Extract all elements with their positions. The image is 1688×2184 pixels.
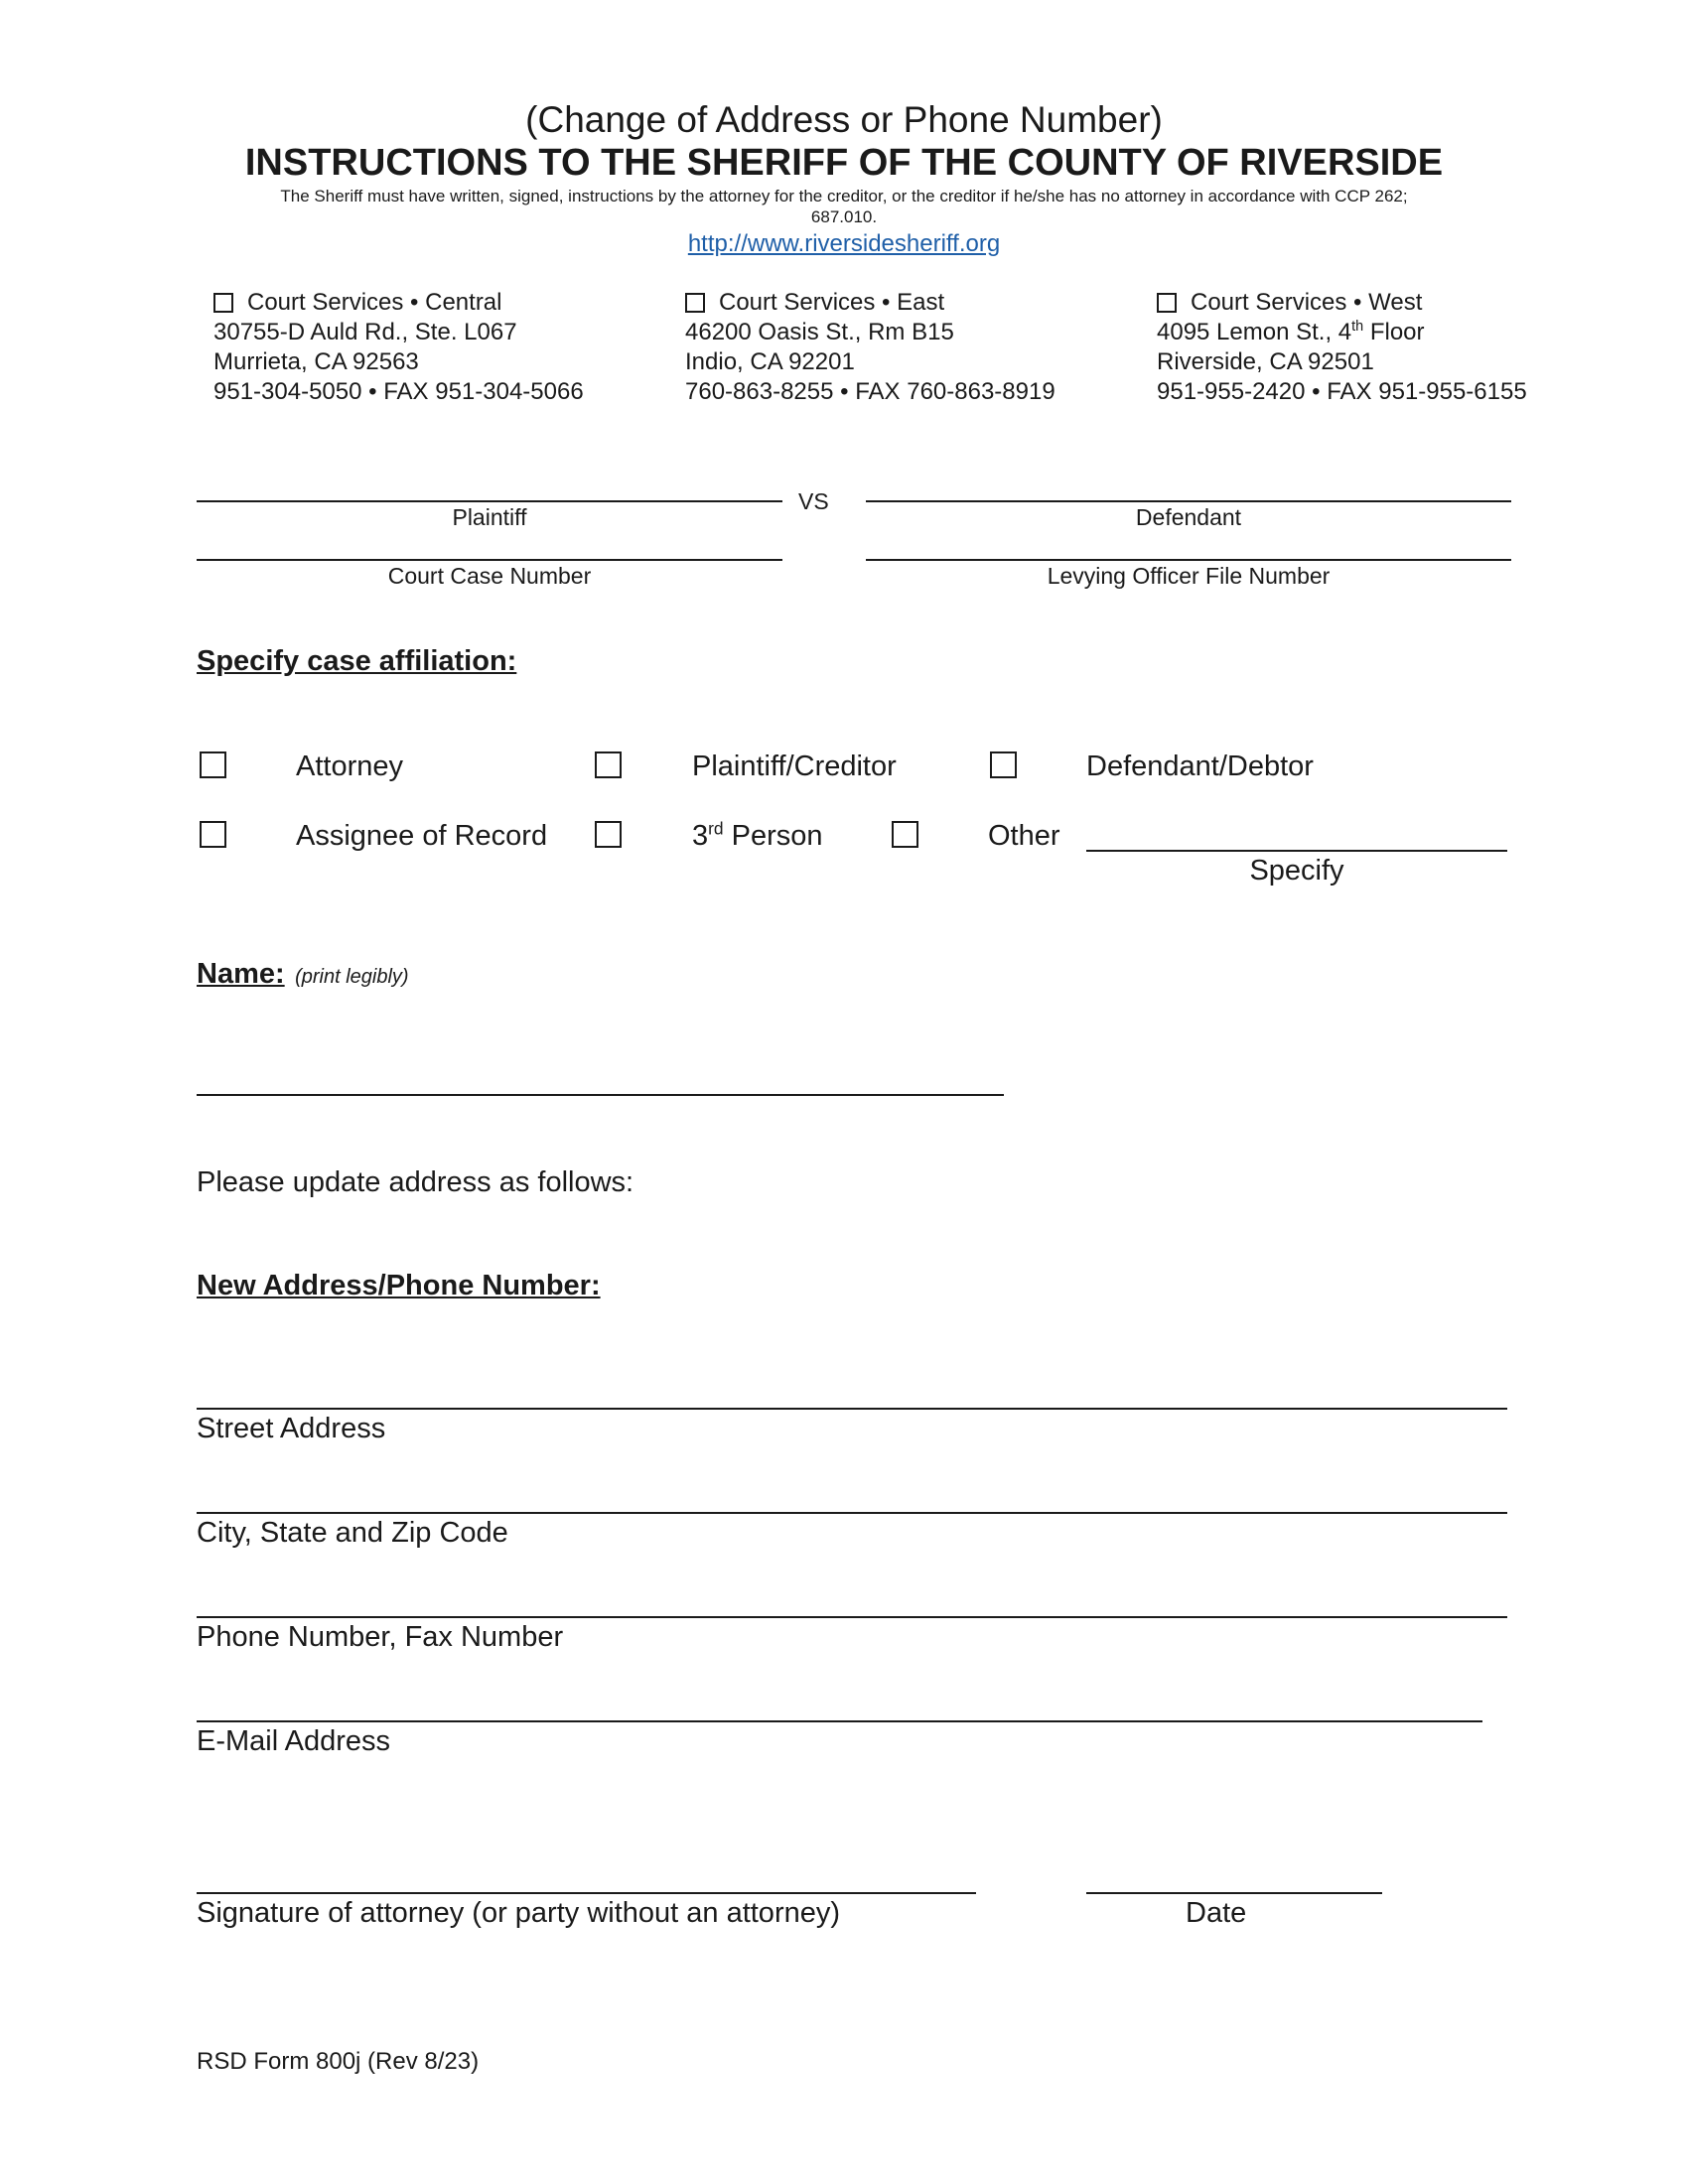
plaintiff-label: Plaintiff [452,504,527,530]
office-west-street-sup: th [1351,319,1364,335]
third-person-word: Person [723,820,823,852]
street-address-line[interactable] [197,1408,1507,1410]
phone-fax-label: Phone Number, Fax Number [197,1621,564,1653]
office-west-street [1157,318,1653,347]
new-address-heading: New Address/Phone Number: [197,1270,601,1301]
name-hint: (print legibly) [295,966,409,988]
city-state-zip-label: City, State and Zip Code [197,1517,508,1549]
office-west-street-post: Floor [1363,319,1425,345]
office-east [685,288,1142,407]
instructions-line-2: 687.010. [810,207,878,226]
attorney-label: Attorney [296,751,403,782]
form-number: RSD Form 800j (Rev 8/23) [197,2048,480,2075]
website-link[interactable]: http://www.riversidesheriff.org [687,230,1001,257]
office-west-checkbox[interactable] [1157,293,1177,313]
defendant-line[interactable] [866,500,1511,502]
form-title: INSTRUCTIONS TO THE SHERIFF OF THE COUNTY OF RIVERSIDE [244,142,1444,184]
date-line[interactable] [1086,1892,1382,1894]
update-text: Please update address as follows: [197,1166,634,1198]
office-west [1157,288,1653,407]
office-east-phone: 760-863-8255 • FAX 760-863-8919 [685,378,1055,405]
city-state-zip-line[interactable] [197,1512,1507,1514]
office-west-phone: 951-955-2420 • FAX 951-955-6155 [1157,378,1527,405]
other-specify-line[interactable] [1086,850,1507,852]
affiliation-heading: Specify case affiliation: [197,645,517,677]
instructions-line-1: The Sheriff must have written, signed, instructions by the attorney for the creditor, or the creditor if he/she has no attorney in accordance with CCP 262; [280,187,1408,205]
office-central-checkbox[interactable] [213,293,233,313]
office-central-phone: 951-304-5050 • FAX 951-304-5066 [213,378,584,405]
other-label: Other [988,820,1060,852]
office-central-street: 30755-D Auld Rd., Ste. L067 [213,319,517,345]
vs-label: VS [798,488,829,514]
office-west-street-pre: 4095 Lemon St., 4 [1157,319,1352,345]
specify-label: Specify [1249,855,1344,887]
name-label: Name: [197,958,285,990]
third-person-label [692,820,823,853]
date-label: Date [1186,1897,1247,1929]
other-checkbox[interactable] [892,821,918,848]
office-central-city: Murrieta, CA 92563 [213,348,419,375]
defendant-debtor-label: Defendant/Debtor [1086,751,1314,782]
signature-label: Signature of attorney (or party without an attorney) [197,1897,841,1929]
office-central [213,288,670,407]
defendant-debtor-checkbox[interactable] [990,751,1017,778]
office-west-city: Riverside, CA 92501 [1157,348,1374,375]
assignee-label: Assignee of Record [296,820,548,852]
instructions-text [149,186,1539,227]
plaintiff-line[interactable] [197,500,782,502]
court-case-number-line[interactable] [197,559,782,561]
office-east-street: 46200 Oasis St., Rm B15 [685,319,954,345]
levying-officer-line[interactable] [866,559,1511,561]
street-address-label: Street Address [197,1413,386,1444]
third-person-num: 3 [692,820,709,852]
assignee-checkbox[interactable] [200,821,226,848]
name-line[interactable] [197,1094,1004,1096]
email-line[interactable] [197,1720,1482,1722]
office-east-checkbox[interactable] [685,293,705,313]
defendant-label: Defendant [1135,504,1242,530]
levying-officer-label: Levying Officer File Number [1047,563,1331,589]
attorney-checkbox[interactable] [200,751,226,778]
third-person-checkbox[interactable] [595,821,622,848]
office-west-name: Court Services • West [1191,289,1423,316]
office-east-name: Court Services • East [719,289,945,316]
name-field-header [197,958,409,991]
signature-line[interactable] [197,1892,976,1894]
plaintiff-creditor-checkbox[interactable] [595,751,622,778]
office-central-name: Court Services • Central [247,289,502,316]
phone-fax-line[interactable] [197,1616,1507,1618]
office-east-city: Indio, CA 92201 [685,348,855,375]
third-person-sup: rd [708,818,724,839]
form-subtitle: (Change of Address or Phone Number) [525,99,1163,140]
plaintiff-creditor-label: Plaintiff/Creditor [692,751,897,782]
court-case-number-label: Court Case Number [387,563,592,589]
email-label: E-Mail Address [197,1725,391,1757]
